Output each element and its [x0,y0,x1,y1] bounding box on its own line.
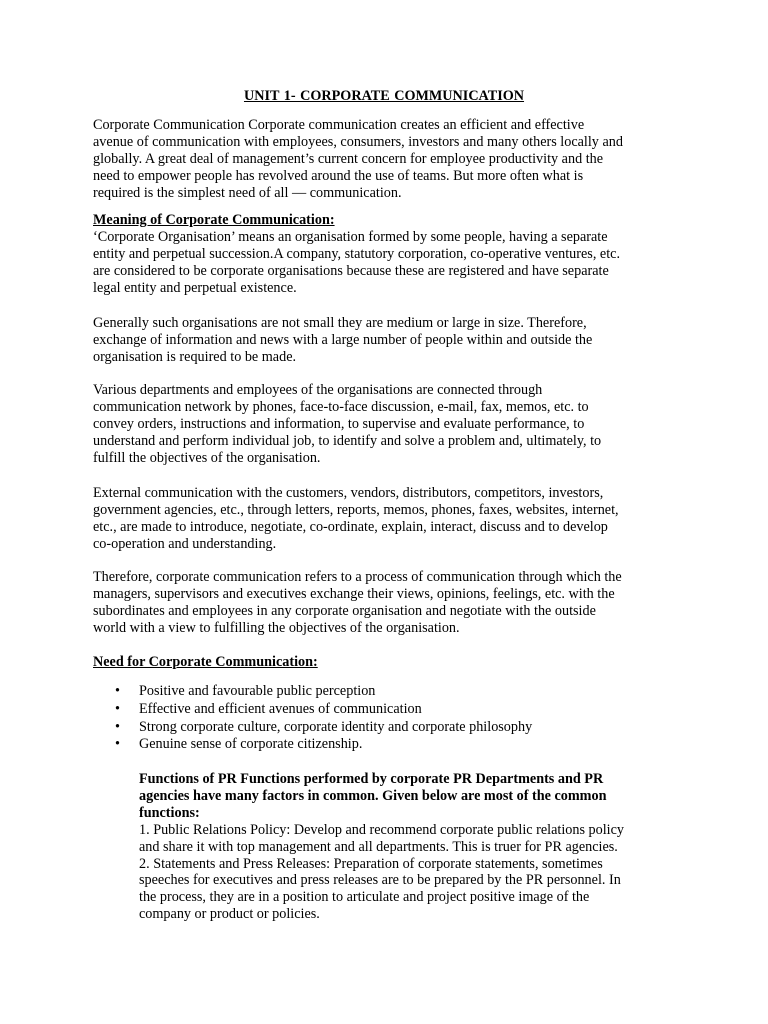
need-list [112,683,682,754]
external-paragraph [93,485,683,553]
text-line: avenue of communication with employees, consumers, investors and many others locally and [93,133,623,150]
bullet-icon: • [115,683,120,699]
functions-section [139,771,684,923]
text-line: exchange of information and news with a large number of people within and outside the [93,331,593,348]
meaning-heading: Meaning of Corporate Communication: [93,212,335,228]
list-item-text: Genuine sense of corporate citizenship. [139,736,363,753]
text-line: entity and perpetual succession.A company, statutory corporation, co-operative ventures, etc. [93,245,620,262]
bullet-icon: • [115,718,120,735]
list-item [112,719,682,737]
text-line: world with a view to fulfilling the objectives of the organisation. [93,619,460,636]
text-line: understand and perform individual job, to identify and solve a problem and, ultimately, to [93,432,602,449]
list-item [112,736,682,754]
functions-heading-line: Functions of PR Functions performed by corporate PR Departments and PR [139,771,604,787]
text-line: Corporate Communication Corporate communication creates an efficient and effective [93,117,585,133]
therefore-paragraph [93,569,683,637]
text-line: company or product or policies. [139,906,320,923]
text-line: fulfill the objectives of the organisation. [93,449,321,466]
text-line: organisation is required to be made. [93,348,297,365]
list-item [112,701,682,719]
text-line: Various departments and employees of the organisations are connected through [93,382,543,398]
text-line: 1. Public Relations Policy: Develop and recommend corporate public relations policy [139,821,625,838]
text-line: Therefore, corporate communication refers to a process of communication through which the [93,569,622,585]
text-line: subordinates and employees in any corporate organisation and negotiate with the outside [93,602,596,619]
list-item-text: Strong corporate culture, corporate identity and corporate philosophy [139,718,533,735]
text-line: need to empower people has revolved around the use of teams. But more often what is [93,167,584,184]
meaning-paragraph [93,229,683,297]
text-line: Generally such organisations are not small they are medium or large in size. Therefore, [93,315,587,331]
text-line: globally. A great deal of management’s current concern for employee productivity and the [93,150,604,167]
bullet-icon: • [115,736,120,753]
bullet-icon: • [115,700,120,717]
text-line: are considered to be corporate organisations because these are registered and have separate [93,262,609,279]
intro-paragraph [93,117,683,202]
text-line: government agencies, etc., through letters, reports, memos, phones, faxes, websites, internet, [93,501,619,518]
text-line: 2. Statements and Press Releases: Preparation of corporate statements, sometimes [139,855,603,872]
text-line: the process, they are in a position to articulate and project positive image of the [139,889,590,906]
text-line: required is the simplest need of all — communication. [93,184,402,201]
list-item-text: Effective and efficient avenues of communication [139,700,422,717]
text-line: legal entity and perpetual existence. [93,279,297,296]
functions-heading-line: functions: [139,804,200,821]
text-line: and share it with top management and all departments. This is truer for PR agencies. [139,838,618,855]
page-title: UNIT 1- CORPORATE COMMUNICATION [243,88,525,104]
text-line: External communication with the customers, vendors, distributors, competitors, investors, [93,485,604,501]
text-line: managers, supervisors and executives exchange their views, opinions, feelings, etc. with the [93,585,615,602]
text-line: communication network by phones, face-to-face discussion, e-mail, fax, memos, etc. to [93,398,589,415]
text-line: etc., are made to introduce, negotiate, co-ordinate, explain, interact, discuss and to develop [93,518,608,535]
text-line: speeches for executives and press releases are to be prepared by the PR personnel. In [139,872,621,889]
list-item [112,683,682,701]
text-line: convey orders, instructions and information, to supervise and evaluate performance, to [93,415,585,432]
size-paragraph [93,315,683,366]
need-heading: Need for Corporate Communication: [93,654,318,670]
text-line: co-operation and understanding. [93,535,277,552]
functions-heading-line: agencies have many factors in common. Given below are most of the common [139,787,607,804]
text-line: ‘Corporate Organisation’ means an organisation formed by some people, having a separate [93,229,608,245]
list-item-text: Positive and favourable public perception [139,683,376,699]
departments-paragraph [93,382,683,467]
